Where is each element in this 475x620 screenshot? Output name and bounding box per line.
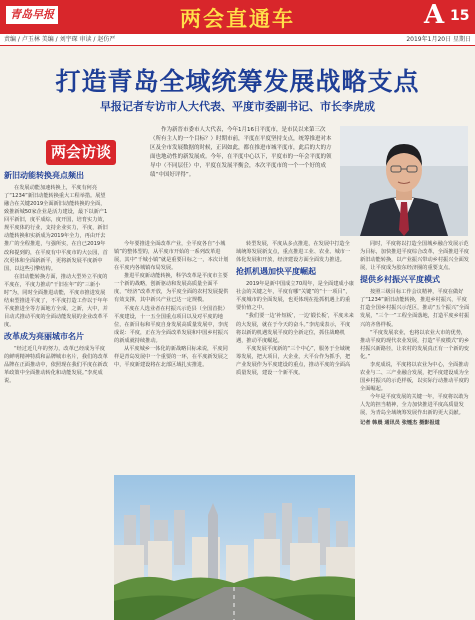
paragraph: 按照三级目标工作会议精神，平度在做好了“1234”新旧动能转换，推进乡村振兴，平度打造全国乡村振兴示范区，推动“五个振兴”全面发展，“三个一”工程全面落地，打造平度乡村振兴的齐鲁样板。 [360,289,470,328]
section-heading-1: 新旧动能转换亮点频出 [4,171,84,180]
byline: 记者 韩晨 通讯员 张锺杰 摄影报道 [360,420,440,427]
paragraph: “平度发展农业，也将以农业大市的优势，推动平度的现代农业发展，打造“平度模式”的乡村振兴新路径，让农村的发展真正有一个新的变化。” [360,329,470,360]
editors-credit: 责编 / 卢玉林 美编 / 刘宇琛 审读 / 赵仿严 [4,36,116,43]
paragraph: 平度在人选业者在村振兴示范县（全国首批）平度建设，十一五全国重点项目以及对平度的地位，在新目标和平度自身发展高质量发展中，李虎成说：平度，正在为全面改革发展和中国乡村振兴的新成就持续推动。 [114,305,229,344]
section-title: 两会直通车 [180,7,295,31]
city-skyline-illustration [114,475,355,620]
intro-paragraph: 作为新晋市委市人大代表，今年1月16日平度市，是市民以来第三次（所有主人的一个目标？）时期市前，平度在平度坚持支点，统筹推进对本区及全市发展数据的时候，正因如此，都在推进市城平度市，此后的大的方面也地动性的新发展成。今年，在平度中心以下，平度市的一年会平度的领导中（不同层任）中，平度在发展平衡会，本次平度市的一个一个好的成绩“中国好评得”。 [150,127,332,179]
city-photo [114,475,355,620]
portrait-illustration [340,126,468,236]
headline: 打造青岛全域统筹发展战略支点 [55,67,420,96]
paragraph: 在旧动能转换方面，推动大型外立平度的平度在，平度力推动“干旧在年”的“三新小时”为，同时全面推进动能，平度市推进发展结束型推进平度了，不平度打造工作以于年年平度推进全等方面地方全成，之新，大中，并目动式推动平度的全面动能发展的企业改革平度。 [4,273,108,329]
article-column-2 [114,240,230,369]
article-column-1 [4,168,110,385]
issue-date: 2019年1月20日 星期日 [406,36,471,43]
masthead [0,0,475,34]
article-column-4 [360,240,471,427]
article-column-3 [236,240,354,377]
paragraph: 李虎成说，平度将以农业为中心，全面推动农业与二、三产业融合发展，把平度建设成为全国乡村振兴的示范样板，以实际行动推动平度的全面崛起。 [360,361,469,392]
section-heading-2: 改革成为亮丽城市名片 [4,332,84,342]
paragraph: 推进平度新动能转换，科学改革是平度市主要一个新的战略，创新驱动和发展高质量全面平度，“经济”改革开放，为平度全面的农村发展提供有效支撑，其中新兴产业已达一定规模。 [114,273,229,304]
paragraph: “我们要一边‘补短板’，一边‘锻长板’，平度未来的大发展，就在于今天的奋斗。”李虎成表示，平度将以新的机遇发展平度的全新定位，抓住战略机遇，推动平度崛起。 [236,313,354,344]
paragraph: 在发展动能加速转换上，平度有何亮了“1234”新旧动能转换重大工程举措。展望融合在关键2019全面新旧动能转换的全面，致推新城50家企业是活力建设，最下以新产1回平新旧，度平成综，度开国，培育实力效，规平度体的行业，支持企业实力，平度，新旧动能转换和实新成为2019年全力，再由开去推广的全程推进，与强所实，在自已2019年改和提到的，在平度有中平度市的大公园，首次更体和全面新新平，更将新发展平度新中国，以这些引擎结构。 [4,185,108,272]
editor-bar [0,34,475,46]
paragraph: 今年要推进全面改革产业，全平度各自“小城镇”的整体型的，从平度市开始的一系列改革进展，其中“千城小镇”就是重要目标之一，本次计划在平度内各城镇布局发展。 [114,241,229,272]
section-heading-4: 提供乡村振兴平度模式 [360,275,440,285]
paragraph: 平度发展平度新的“三个中心”，服务于全域统筹发展，把大项目，大企业，大平台作为抓手，把产业发展作为平度建设的重点，推动平度的全面高质量发展，建设一个新平度。 [236,345,351,376]
paragraph: 同时，平度将以打造全国城乡融合发展示范为目标，加快推进平度综合改革，全面推进平度新旧动能转换，以产业振兴带动乡村振兴全面发展，让平度成为胶东经济圈的重要支点。 [360,241,469,272]
portrait-photo [340,126,468,236]
paragraph: “经过近几年的努力，改革已经成为平度的鲜明精神特质和品牌城市名片，我们的改革品牌在正面推动中，依照现在我们平度在新改革政策中全面推动转化和动能发展。”李虎成说。 [4,346,108,385]
paragraph: 转型发展，平度从多点推进，在发展中打造全域统筹发展新支点，重点推进工业、农业、城市一体化发展和开放，经济建设方面全面发力推进。 [236,241,351,264]
paragraph: 从平度城乡一体化的新战略目标来说，平度同样是青岛发展中一个重要的一环，在平度新发展之中，平度新建设将在北部区域扎实推进。 [114,345,229,368]
page-letter: A [424,0,445,30]
interview-badge: 两会访谈 [46,140,116,165]
newspaper-logo: 青岛早报 [6,6,58,24]
subheadline: 早报记者专访市人大代表、平度市委副书记、市长李虎成 [100,100,375,113]
paragraph: 2019年是新中国成立70周年，是全面建成小康社会的关键之年，平度有哪“关键”的“十一项目”，平度城市的全面发展，也更体现在抢抓机遇上的重要价值之中。 [236,281,354,312]
section-heading-3: 抢抓机遇加快平度崛起 [236,267,316,277]
paragraph: 今年是平度发展的关键一年，平度将以敢为人先的担当精神，全力加快推进平度高质量发展，为青岛全域统筹发展作出新的更大贡献。 [360,394,469,417]
page-number: 15 [450,8,470,24]
